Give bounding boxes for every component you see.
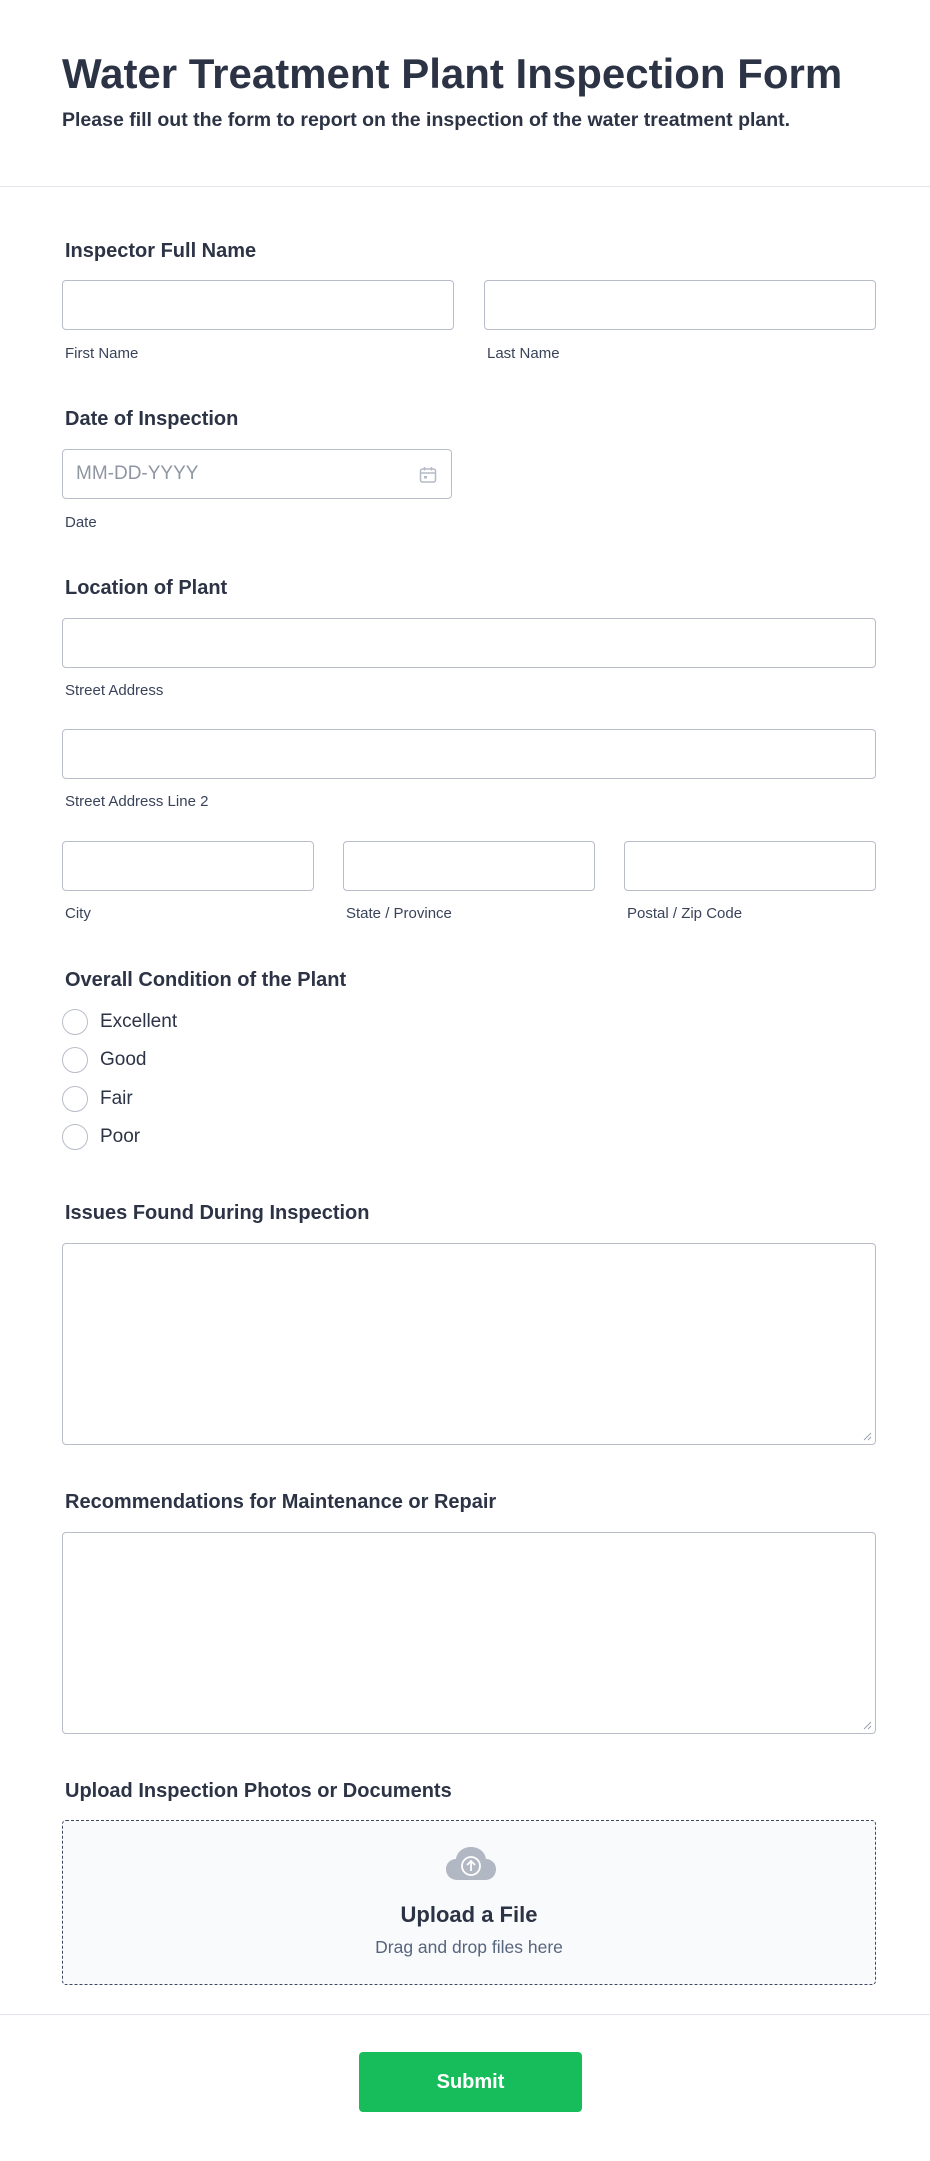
condition-label: Overall Condition of the Plant xyxy=(65,969,347,991)
radio-label: Good xyxy=(100,1049,147,1070)
calendar-icon[interactable] xyxy=(418,465,438,485)
last-name-input[interactable] xyxy=(484,280,876,330)
city-input[interactable] xyxy=(62,841,314,891)
form-header xyxy=(0,0,930,187)
inspector-name-label: Inspector Full Name xyxy=(65,240,257,262)
radio-button[interactable] xyxy=(62,1086,88,1112)
zip-sublabel: Postal / Zip Code xyxy=(627,905,743,922)
state-sublabel: State / Province xyxy=(346,905,452,922)
radio-option-fair[interactable] xyxy=(62,1085,362,1115)
resize-grip-icon[interactable] xyxy=(862,1431,872,1441)
file-upload-dropzone[interactable] xyxy=(62,1820,876,1985)
issues-label: Issues Found During Inspection xyxy=(65,1202,370,1224)
street-address-sublabel: Street Address xyxy=(65,682,164,699)
street-address-input[interactable] xyxy=(62,618,876,668)
radio-button[interactable] xyxy=(62,1009,88,1035)
upload-title: Upload a File xyxy=(400,1902,538,1927)
recommendations-label: Recommendations for Maintenance or Repair xyxy=(65,1491,497,1513)
state-input[interactable] xyxy=(343,841,595,891)
last-name-sublabel: Last Name xyxy=(487,345,560,362)
city-sublabel: City xyxy=(65,905,91,922)
recommendations-textarea[interactable] xyxy=(62,1532,876,1734)
radio-option-excellent[interactable] xyxy=(62,1008,362,1038)
radio-label: Excellent xyxy=(100,1011,178,1032)
zip-input[interactable] xyxy=(624,841,876,891)
radio-button[interactable] xyxy=(62,1124,88,1150)
date-placeholder: MM-DD-YYYY xyxy=(76,463,199,484)
radio-option-poor[interactable] xyxy=(62,1123,362,1153)
date-sublabel: Date xyxy=(65,514,97,531)
issues-textarea[interactable] xyxy=(62,1243,876,1445)
first-name-sublabel: First Name xyxy=(65,345,139,362)
date-label: Date of Inspection xyxy=(65,408,239,430)
radio-label: Poor xyxy=(100,1126,141,1147)
street-address-line2-sublabel: Street Address Line 2 xyxy=(65,793,209,810)
page-title: Water Treatment Plant Inspection Form xyxy=(62,50,843,97)
first-name-input[interactable] xyxy=(62,280,454,330)
street-address-line2-input[interactable] xyxy=(62,729,876,779)
radio-option-good[interactable] xyxy=(62,1046,362,1076)
submit-button[interactable]: Submit xyxy=(359,2052,582,2112)
date-input[interactable] xyxy=(62,449,452,499)
resize-grip-icon[interactable] xyxy=(862,1720,872,1730)
upload-label: Upload Inspection Photos or Documents xyxy=(65,1780,452,1802)
page-subtitle: Please fill out the form to report on the inspection of the water treatment plant. xyxy=(62,109,791,131)
radio-button[interactable] xyxy=(62,1047,88,1073)
location-label: Location of Plant xyxy=(65,577,228,599)
footer-divider xyxy=(0,2014,930,2015)
cloud-upload-icon xyxy=(446,1847,496,1881)
radio-label: Fair xyxy=(100,1088,133,1109)
upload-subtitle: Drag and drop files here xyxy=(375,1937,563,1957)
